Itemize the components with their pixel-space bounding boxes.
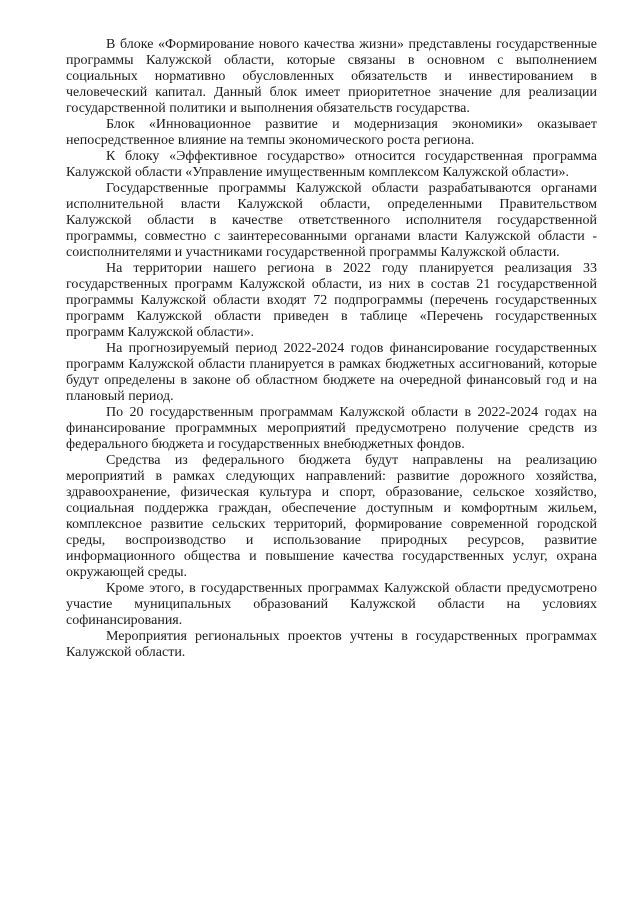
paragraph-quality-of-life-block: В блоке «Формирование нового качества жизни» представлены государственные программы Калужской области, которые связаны в основном с выполнением социальных нормативно обусловленных обязательств и инвестированием в человеческий капитал. Данный блок имеет приоритетное значение для реализации государственной политики и выполнения обязательств государства.	[66, 37, 597, 116]
paragraph-municipal-cofinancing: Кроме этого, в государственных программах Калужской области предусмотрено участие муниципальных образований Калужской области на условиях софинансирования.	[66, 581, 597, 628]
body-text	[66, 37, 597, 661]
paragraph-effective-state-block: К блоку «Эффективное государство» относится государственная программа Калужской области «Управление имущественным комплексом Калужской области».	[66, 149, 597, 180]
paragraph-programs-2022: На территории нашего региона в 2022 году планируется реализация 33 государственных программ Калужской области, из них в состав 21 государственной программы Калужской области входят 72 подпрограммы (перечень государственных программ Калужской области приведен в таблице «Перечень государственных программ Калужской области».	[66, 261, 597, 340]
paragraph-funding-directions: Средства из федерального бюджета будут направлены на реализацию мероприятий в рамках следующих направлений: развитие дорожного хозяйства, здравоохранение, физическая культура и спорт, образование, сельское хозяйство, социальная поддержка граждан, обеспечение доступным и комфортным жильем, комплексное развитие сельских территорий, формирование современной городской среды, воспроизводство и использование природных ресурсов, развитие информационного общества и повышение качества государственных услуг, охрана окружающей среды.	[66, 453, 597, 580]
paragraph-federal-funding: По 20 государственным программам Калужской области в 2022-2024 годах на финансирование программных мероприятий предусмотрено получение средств из федерального бюджета и государственных внебюджетных фондов.	[66, 405, 597, 452]
paragraph-forecast-financing: На прогнозируемый период 2022-2024 годов финансирование государственных программ Калужской области планируется в рамках бюджетных ассигнований, которые будут определены в законе об областном бюджете на очередной финансовый год и на плановый период.	[66, 341, 597, 404]
paragraph-regional-projects: Мероприятия региональных проектов учтены в государственных программах Калужской области.	[66, 629, 597, 660]
paragraph-innovation-block: Блок «Инновационное развитие и модернизация экономики» оказывает непосредственное влияние на темпы экономического роста региона.	[66, 117, 597, 148]
paragraph-program-developers: Государственные программы Калужской области разрабатываются органами исполнительной власти Калужской области, определенными Правительством Калужской области в качестве ответственного исполнителя государственной программы, совместно с заинтересованными органами власти Калужской области - соисполнителями и участниками государственной программы Калужской области.	[66, 181, 597, 260]
